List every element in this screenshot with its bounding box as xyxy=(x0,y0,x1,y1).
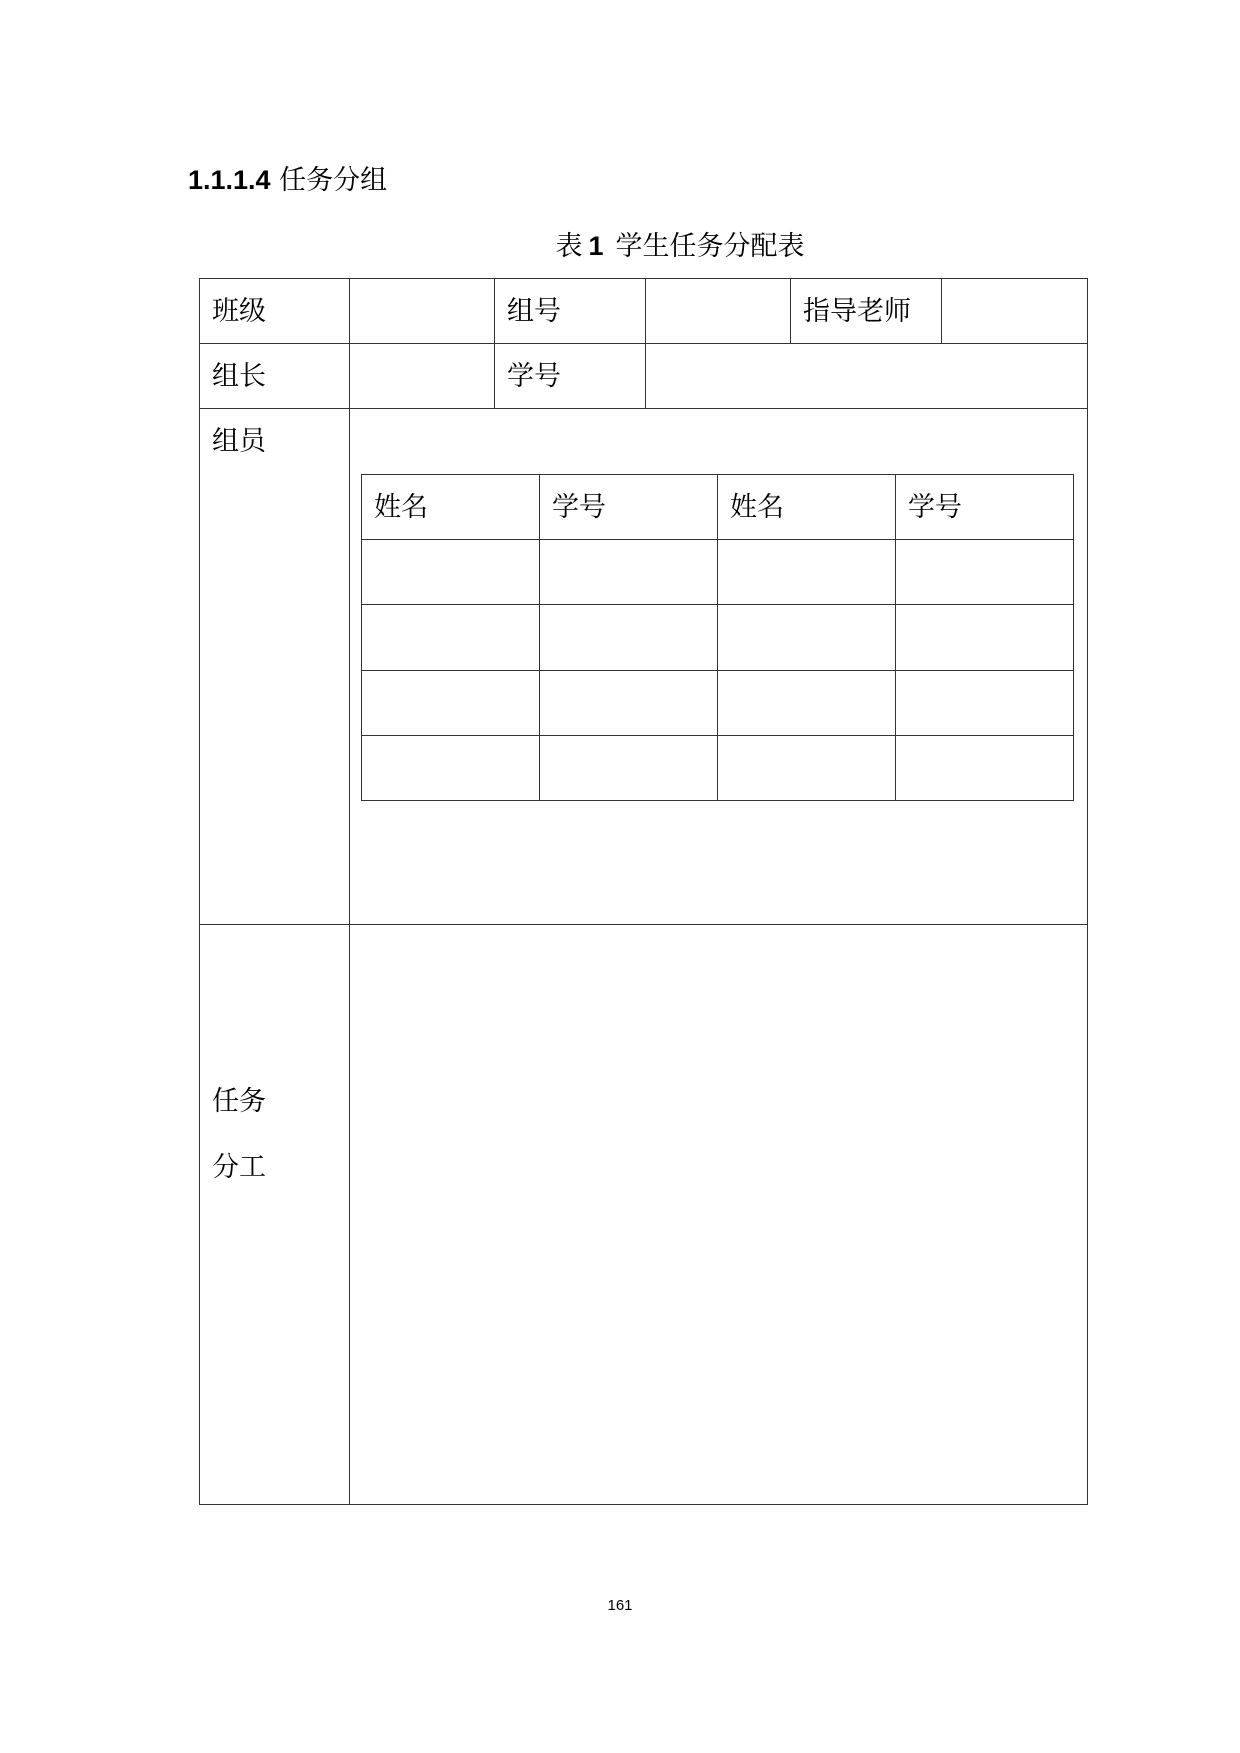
group-number-field[interactable] xyxy=(646,279,790,343)
member-cell[interactable] xyxy=(362,605,539,670)
leader-field[interactable] xyxy=(350,344,494,408)
member-cell[interactable] xyxy=(362,671,539,735)
leader-student-id-label: 学号 xyxy=(507,361,561,392)
members-label: 组员 xyxy=(212,426,266,457)
member-cell[interactable] xyxy=(896,736,1073,800)
form-row-line-2 xyxy=(199,408,1088,409)
class-field[interactable] xyxy=(350,279,494,343)
members-header-id-1: 学号 xyxy=(552,492,606,523)
caption-number: 1 xyxy=(588,231,604,261)
leader-student-id-field[interactable] xyxy=(646,344,1087,408)
form-border-right xyxy=(1087,278,1088,1505)
member-cell[interactable] xyxy=(540,736,717,800)
table-caption xyxy=(0,226,1240,267)
section-title: 任务分组 xyxy=(279,165,388,196)
section-number: 1.1.1.4 xyxy=(188,165,271,195)
group-number-label: 组号 xyxy=(507,296,561,327)
task-label-line-1: 任务 xyxy=(212,1086,266,1117)
members-header-name-2: 姓名 xyxy=(730,492,784,523)
member-cell[interactable] xyxy=(362,736,539,800)
caption-prefix: 表 xyxy=(555,231,583,262)
form-border-left xyxy=(199,278,200,1505)
members-header-name-1: 姓名 xyxy=(374,492,428,523)
section-heading xyxy=(188,160,387,201)
member-cell[interactable] xyxy=(362,540,539,604)
page-number: 161 xyxy=(607,1597,633,1614)
leader-label: 组长 xyxy=(212,361,266,392)
member-cell[interactable] xyxy=(718,540,895,604)
member-cell[interactable] xyxy=(896,540,1073,604)
member-cell[interactable] xyxy=(540,540,717,604)
form-border-bottom xyxy=(199,1504,1088,1505)
task-label-line-2: 分工 xyxy=(212,1152,266,1183)
advisor-field[interactable] xyxy=(942,279,1087,343)
task-division-field[interactable] xyxy=(350,925,1087,1504)
member-cell[interactable] xyxy=(718,605,895,670)
member-cell[interactable] xyxy=(896,671,1073,735)
member-cell[interactable] xyxy=(540,671,717,735)
caption-title: 学生任务分配表 xyxy=(615,231,805,262)
member-cell[interactable] xyxy=(896,605,1073,670)
member-cell[interactable] xyxy=(718,671,895,735)
class-label: 班级 xyxy=(212,296,266,327)
members-header-id-2: 学号 xyxy=(908,492,962,523)
member-cell[interactable] xyxy=(718,736,895,800)
member-cell[interactable] xyxy=(540,605,717,670)
advisor-label: 指导老师 xyxy=(803,296,911,327)
members-table-right xyxy=(1073,474,1074,801)
task-division-label xyxy=(212,1069,266,1201)
